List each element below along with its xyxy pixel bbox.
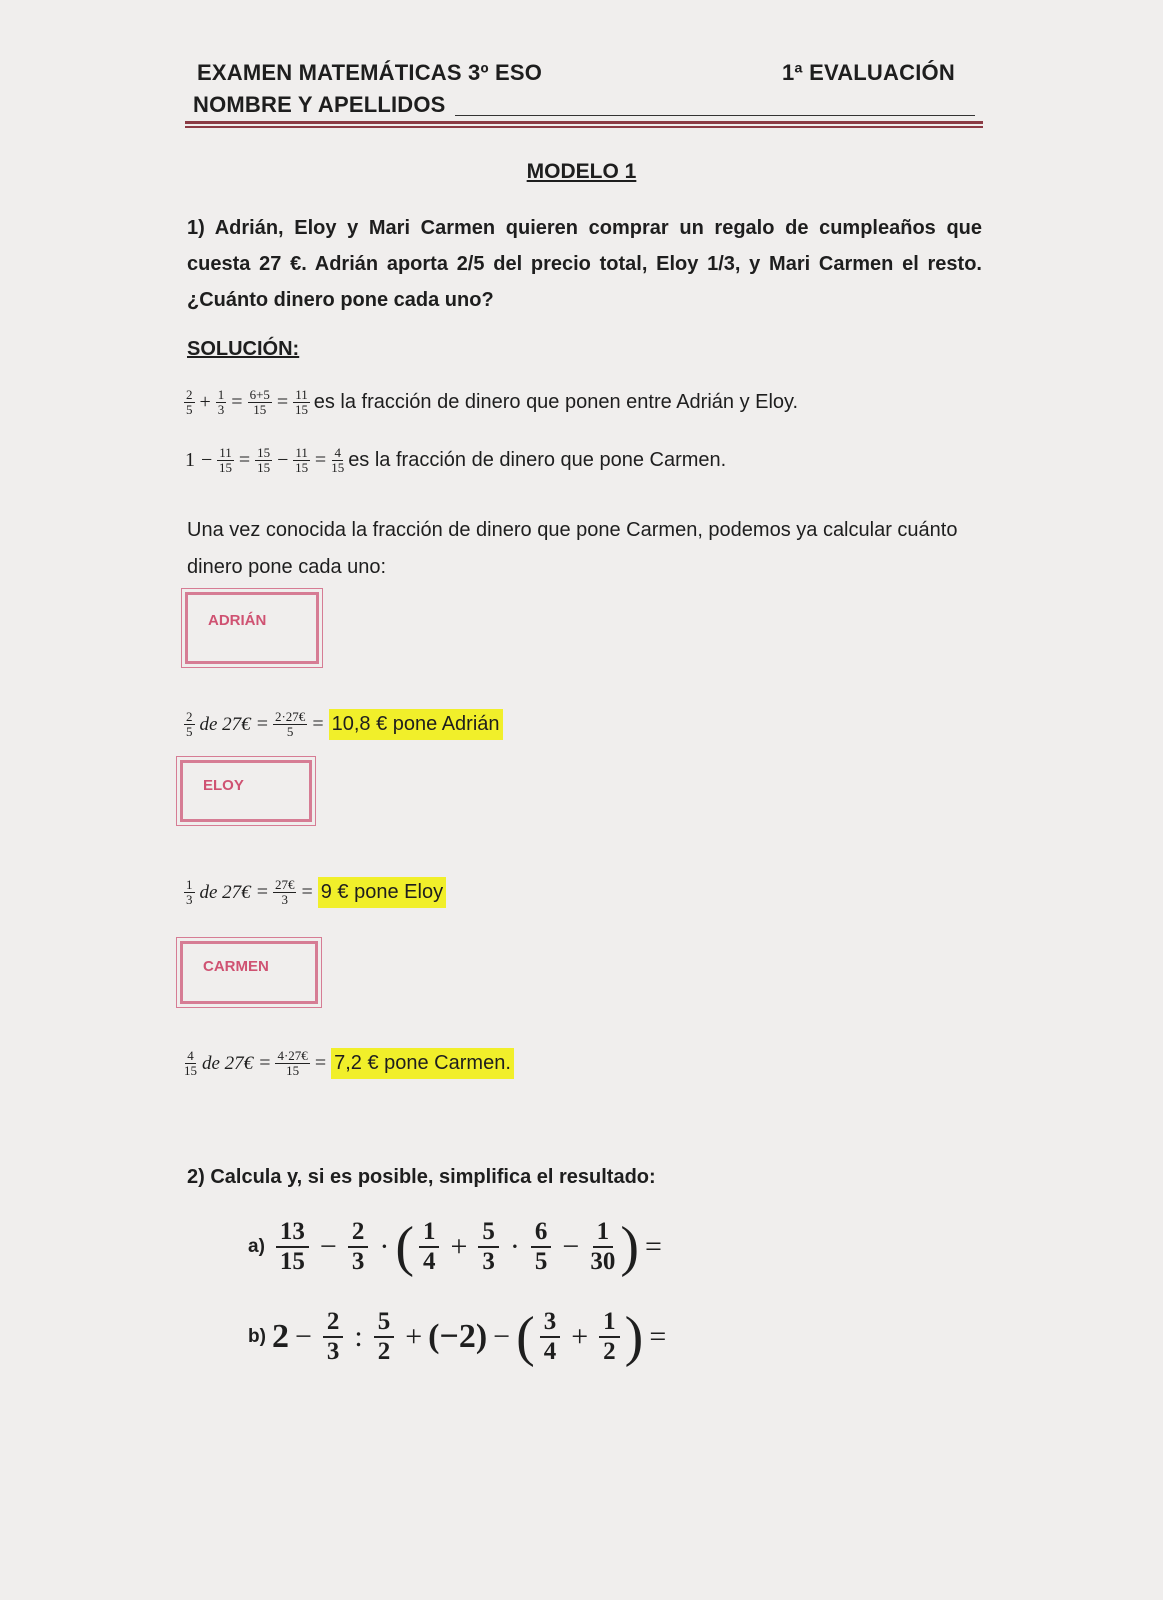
highlighted-answer: 9 € pone Eloy — [318, 877, 446, 908]
operator: = — [644, 1230, 662, 1263]
parenthesis: ) — [624, 1306, 644, 1368]
name-blank-line — [455, 115, 975, 116]
fraction — [184, 878, 195, 907]
fraction — [184, 710, 195, 739]
exercise-label: a) — [248, 1236, 265, 1257]
fraction-denominator: 15 — [184, 1063, 197, 1078]
operator: = — [314, 449, 327, 471]
formula-text: es la fracción de dinero que pone Carmen. — [348, 449, 727, 471]
exercise-b — [248, 1308, 672, 1366]
fraction-numerator: 1 — [419, 1218, 440, 1248]
parenthesis: ( — [516, 1306, 535, 1368]
header-rule-top — [185, 121, 983, 124]
fraction — [374, 1308, 395, 1366]
operator: = — [312, 713, 324, 735]
fraction-numerator: 2·27€ — [274, 709, 306, 724]
solution-paragraph: Una vez conocida la fracción de dinero que pone Carmen, podemos ya calcular cuánto dinero pone cada uno: — [187, 519, 958, 578]
fraction — [216, 388, 227, 417]
operator: · — [379, 1230, 390, 1263]
label-box-carmen: CARMEN — [180, 941, 318, 1004]
fraction-numerator: 11 — [219, 445, 232, 460]
fraction-denominator: 3 — [186, 892, 193, 907]
fraction — [293, 446, 310, 475]
operator: = — [314, 1052, 327, 1074]
fraction-denominator: 15 — [257, 460, 271, 475]
fraction — [599, 1308, 620, 1366]
fraction-numerator: 1 — [593, 1218, 614, 1248]
fraction-numerator: 6+5 — [249, 387, 270, 402]
fraction — [273, 710, 307, 739]
fraction — [184, 388, 195, 417]
fraction-numerator: 1 — [599, 1308, 620, 1338]
fraction-denominator: 5 — [186, 402, 193, 417]
fraction — [348, 1218, 369, 1276]
operator: = — [649, 1320, 667, 1353]
fraction — [217, 446, 234, 475]
fraction — [273, 878, 297, 907]
label-box-adrian: ADRIÁN — [185, 592, 319, 664]
fraction-numerator: 27€ — [274, 877, 295, 892]
operator: + — [199, 391, 211, 413]
fraction-denominator: 5 — [286, 724, 294, 739]
fraction — [419, 1218, 440, 1276]
fraction-numerator: 11 — [295, 445, 308, 460]
fraction-numerator: 2 — [186, 709, 193, 724]
fraction-numerator: 1 — [217, 387, 225, 402]
number: (−2) — [428, 1318, 488, 1355]
fraction-numerator: 4 — [187, 1048, 194, 1063]
fraction-numerator: 5 — [478, 1218, 499, 1248]
operator: = — [259, 1052, 271, 1074]
fraction-numerator: 13 — [276, 1218, 309, 1248]
fraction-denominator: 3 — [351, 1248, 365, 1275]
fraction — [478, 1218, 499, 1276]
fraction-numerator: 11 — [295, 387, 308, 402]
fraction-numerator: 15 — [257, 445, 271, 460]
fraction-numerator: 3 — [540, 1308, 561, 1338]
operator: : — [354, 1320, 363, 1353]
fraction — [331, 446, 344, 475]
fraction-denominator: 15 — [219, 460, 233, 475]
fraction-denominator: 15 — [295, 460, 309, 475]
fraction-denominator: 3 — [482, 1248, 495, 1275]
operator: − — [493, 1320, 511, 1353]
fraction-denominator: 15 — [286, 1063, 300, 1078]
operator: = — [276, 391, 289, 413]
fraction — [323, 1308, 344, 1366]
page-title: MODELO 1 — [526, 160, 637, 183]
operator: = — [301, 881, 313, 903]
fraction — [248, 388, 272, 417]
formula-carmen — [182, 1048, 514, 1079]
fraction — [276, 1218, 309, 1276]
fraction-denominator: 15 — [279, 1248, 305, 1275]
fraction — [293, 388, 310, 417]
operator: · — [509, 1230, 520, 1263]
operator: − — [319, 1230, 337, 1263]
fraction — [590, 1218, 615, 1276]
formula-text: es la fracción de dinero que ponen entre Adrián y Eloy. — [313, 391, 799, 413]
fraction — [275, 1049, 309, 1078]
fraction-denominator: 3 — [281, 892, 288, 907]
formula-carmen-fraction — [182, 446, 726, 475]
number: 2 — [271, 1318, 289, 1355]
evaluation-label: 1ª EVALUACIÓN — [782, 60, 955, 85]
solution-heading: SOLUCIÓN: — [187, 338, 300, 360]
operator: 1 — [185, 449, 195, 471]
problem2-statement: 2) Calcula y, si es posible, simplifica el resultado: — [187, 1166, 656, 1188]
fraction-numerator: 2 — [323, 1308, 344, 1338]
fraction-denominator: 5 — [186, 724, 193, 739]
formula-italic-text: de 27€ — [202, 1052, 254, 1074]
operator: − — [562, 1230, 580, 1263]
fraction-denominator: 30 — [590, 1248, 616, 1275]
fraction-denominator: 3 — [326, 1338, 340, 1365]
header-rule-bottom — [185, 126, 983, 128]
fraction-denominator: 15 — [253, 402, 267, 417]
fraction-denominator: 15 — [294, 402, 308, 417]
fraction-denominator: 2 — [377, 1338, 391, 1365]
formula-adrian — [182, 709, 503, 740]
fraction-numerator: 4 — [334, 445, 341, 460]
fraction — [531, 1218, 552, 1276]
highlighted-answer: 7,2 € pone Carmen. — [331, 1048, 514, 1079]
operator: − — [294, 1320, 312, 1353]
operator: = — [256, 713, 268, 735]
exam-title: EXAMEN MATEMÁTICAS 3º ESO — [197, 60, 543, 85]
operator: + — [571, 1320, 589, 1353]
fraction-numerator: 6 — [531, 1218, 552, 1248]
fraction — [540, 1308, 561, 1366]
formula-italic-text: de 27€ — [199, 713, 251, 735]
fraction-numerator: 4·27€ — [277, 1048, 308, 1063]
fraction-numerator: 5 — [374, 1308, 395, 1338]
parenthesis: ) — [620, 1216, 639, 1278]
operator: + — [405, 1320, 423, 1353]
formula-italic-text: de 27€ — [199, 881, 251, 903]
operator: − — [201, 449, 213, 471]
operator: = — [231, 391, 243, 413]
operator: = — [256, 881, 268, 903]
operator: + — [450, 1230, 468, 1263]
fraction — [255, 446, 272, 475]
fraction-denominator: 15 — [331, 460, 345, 475]
fraction-denominator: 4 — [422, 1248, 436, 1275]
formula-adrian-eloy-fraction — [182, 388, 798, 417]
fraction-numerator: 2 — [348, 1218, 369, 1248]
fraction-numerator: 1 — [186, 877, 193, 892]
fraction — [184, 1049, 197, 1078]
parenthesis: ( — [395, 1216, 414, 1278]
label-box-eloy: ELOY — [180, 760, 312, 822]
fraction-denominator: 4 — [543, 1338, 557, 1365]
exercise-label: b) — [248, 1326, 266, 1347]
fraction-denominator: 5 — [534, 1248, 548, 1275]
fraction-denominator: 3 — [217, 402, 225, 417]
exercise-a — [248, 1218, 668, 1276]
operator: − — [277, 449, 289, 471]
name-label: NOMBRE Y APELLIDOS — [193, 92, 446, 117]
fraction-numerator: 2 — [186, 387, 193, 402]
fraction-denominator: 2 — [603, 1338, 616, 1365]
highlighted-answer: 10,8 € pone Adrián — [329, 709, 503, 740]
operator: = — [238, 449, 251, 471]
formula-eloy — [182, 877, 446, 908]
problem1-statement: 1) Adrián, Eloy y Mari Carmen quieren comprar un regalo de cumpleaños que cuesta 27 €. Adrián aporta 2/5 del precio total, Eloy 1/3, y Mari Carmen el resto. ¿Cuánto dinero pone cada uno? — [187, 217, 982, 311]
